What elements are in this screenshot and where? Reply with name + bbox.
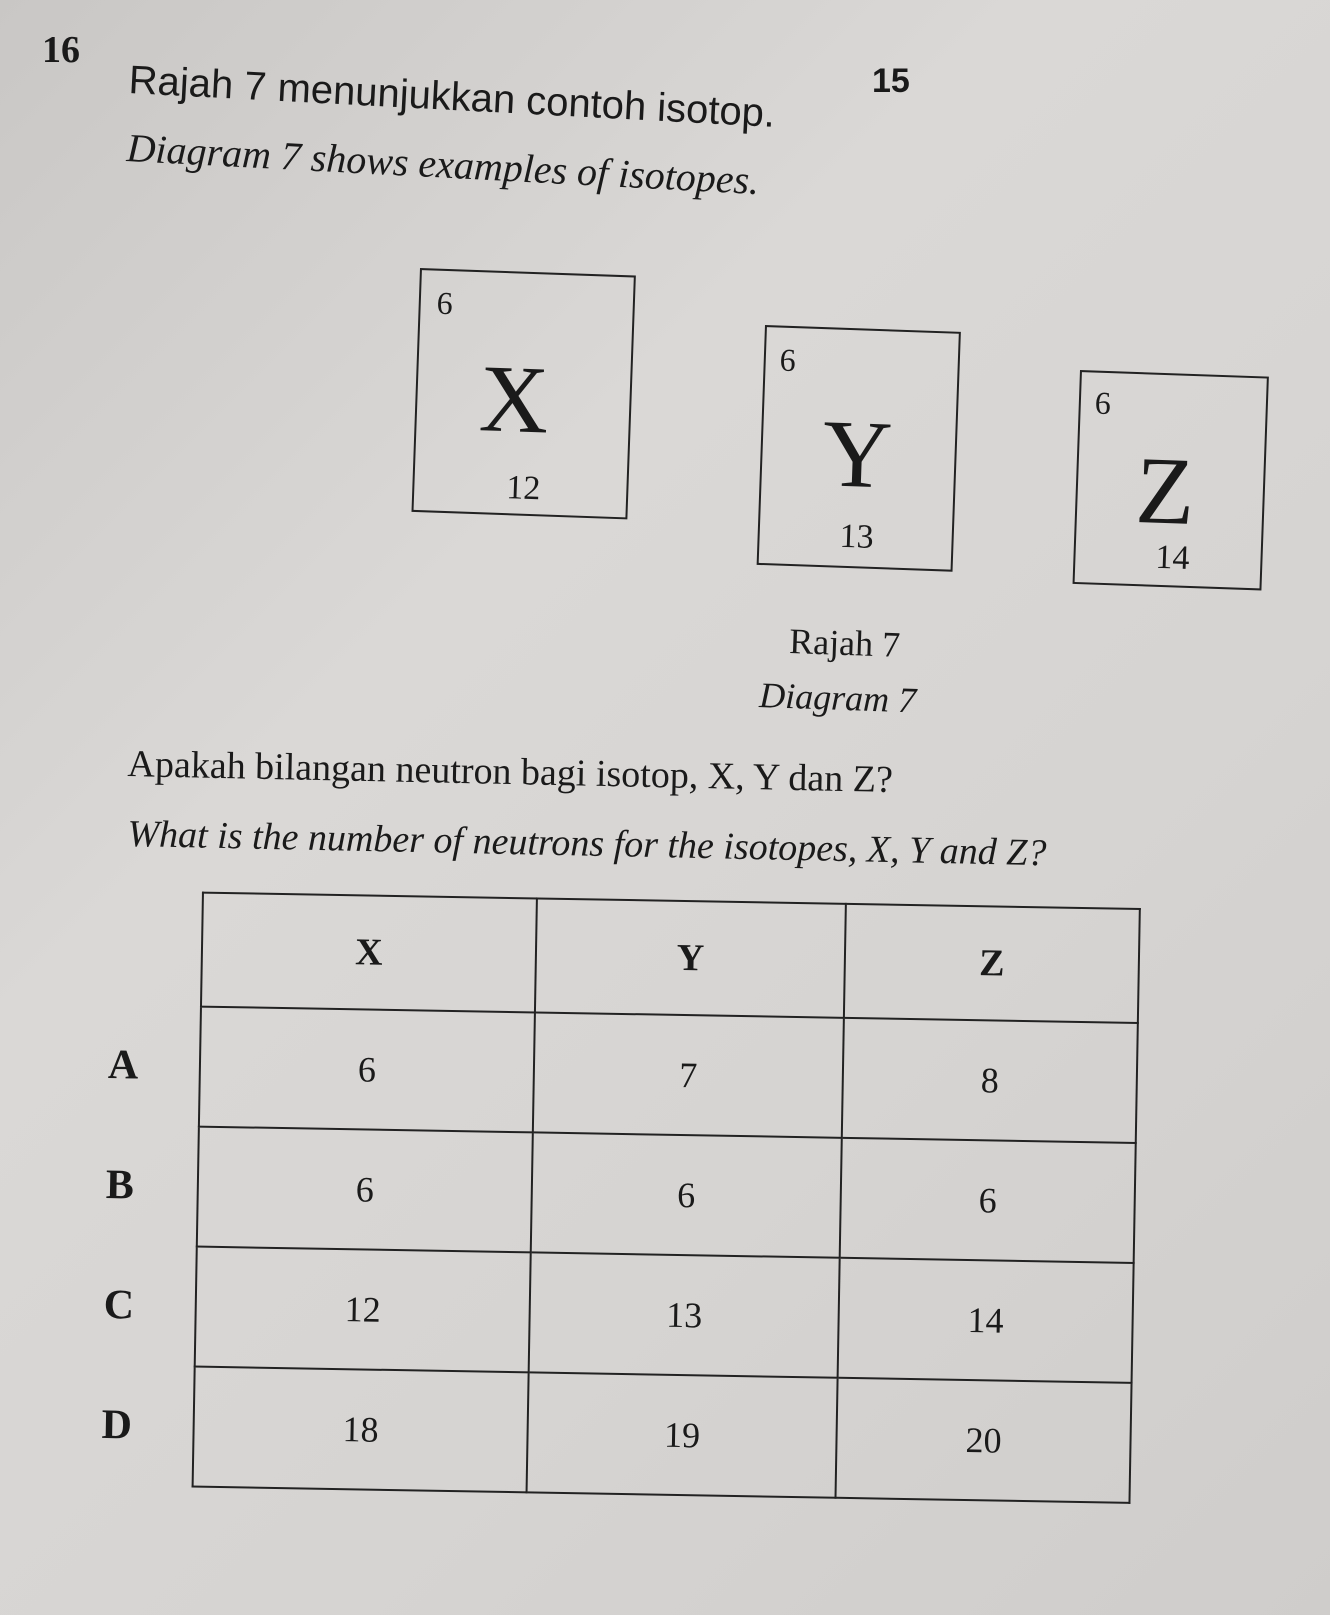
element-symbol: X xyxy=(477,344,551,454)
option-row-d[interactable] xyxy=(100,1365,1132,1503)
option-letter[interactable]: D xyxy=(101,1401,133,1449)
cell-z: 8 xyxy=(842,1018,1138,1143)
table-header-row xyxy=(108,891,1140,1023)
nucleon-number: 12 xyxy=(505,469,542,508)
answer-options-table xyxy=(100,890,1141,1504)
option-row-c[interactable] xyxy=(102,1245,1134,1383)
question-stem-malay: Rajah 7 menunjukkan contoh isotop. xyxy=(127,58,777,136)
cell-x: 6 xyxy=(199,1007,535,1133)
proton-number: 6 xyxy=(436,284,454,322)
cell-z: 6 xyxy=(840,1138,1136,1263)
prompt-english: What is the number of neutrons for the isotopes, X, Y and Z? xyxy=(127,812,1047,875)
nucleon-number: 14 xyxy=(1154,538,1191,577)
cell-y: 13 xyxy=(529,1252,840,1377)
isotope-card-z xyxy=(1073,370,1269,590)
option-letter[interactable]: C xyxy=(103,1281,135,1329)
element-symbol: Z xyxy=(1133,436,1197,546)
option-row-b[interactable] xyxy=(104,1125,1136,1263)
column-header-y: Y xyxy=(535,898,846,1017)
nucleon-number: 13 xyxy=(839,517,875,556)
option-row-a[interactable] xyxy=(106,1005,1138,1143)
isotope-card-y xyxy=(757,325,961,572)
cell-z: 20 xyxy=(836,1378,1132,1503)
question-number: 16 xyxy=(42,29,80,71)
prompt-malay: Apakah bilangan neutron bagi isotop, X, Y dan Z? xyxy=(127,742,894,802)
cell-y: 7 xyxy=(533,1012,844,1137)
page-number: 15 xyxy=(872,62,910,100)
header-spacer xyxy=(108,891,203,1007)
cell-y: 19 xyxy=(527,1372,838,1497)
cell-z: 14 xyxy=(838,1258,1134,1383)
option-letter[interactable]: B xyxy=(105,1161,135,1209)
proton-number: 6 xyxy=(1094,384,1112,422)
element-symbol: Y xyxy=(820,399,894,509)
isotope-card-x xyxy=(411,268,635,519)
column-header-z: Z xyxy=(844,904,1140,1023)
diagram-caption-english: Diagram 7 xyxy=(758,674,917,721)
cell-y: 6 xyxy=(531,1132,842,1257)
option-letter[interactable]: A xyxy=(107,1041,139,1089)
cell-x: 6 xyxy=(197,1127,533,1253)
cell-x: 18 xyxy=(193,1367,529,1493)
question-stem-english: Diagram 7 shows examples of isotopes. xyxy=(125,124,761,204)
diagram-caption-malay: Rajah 7 xyxy=(788,620,901,665)
cell-x: 12 xyxy=(195,1247,531,1373)
column-header-x: X xyxy=(201,893,537,1013)
proton-number: 6 xyxy=(779,341,797,379)
